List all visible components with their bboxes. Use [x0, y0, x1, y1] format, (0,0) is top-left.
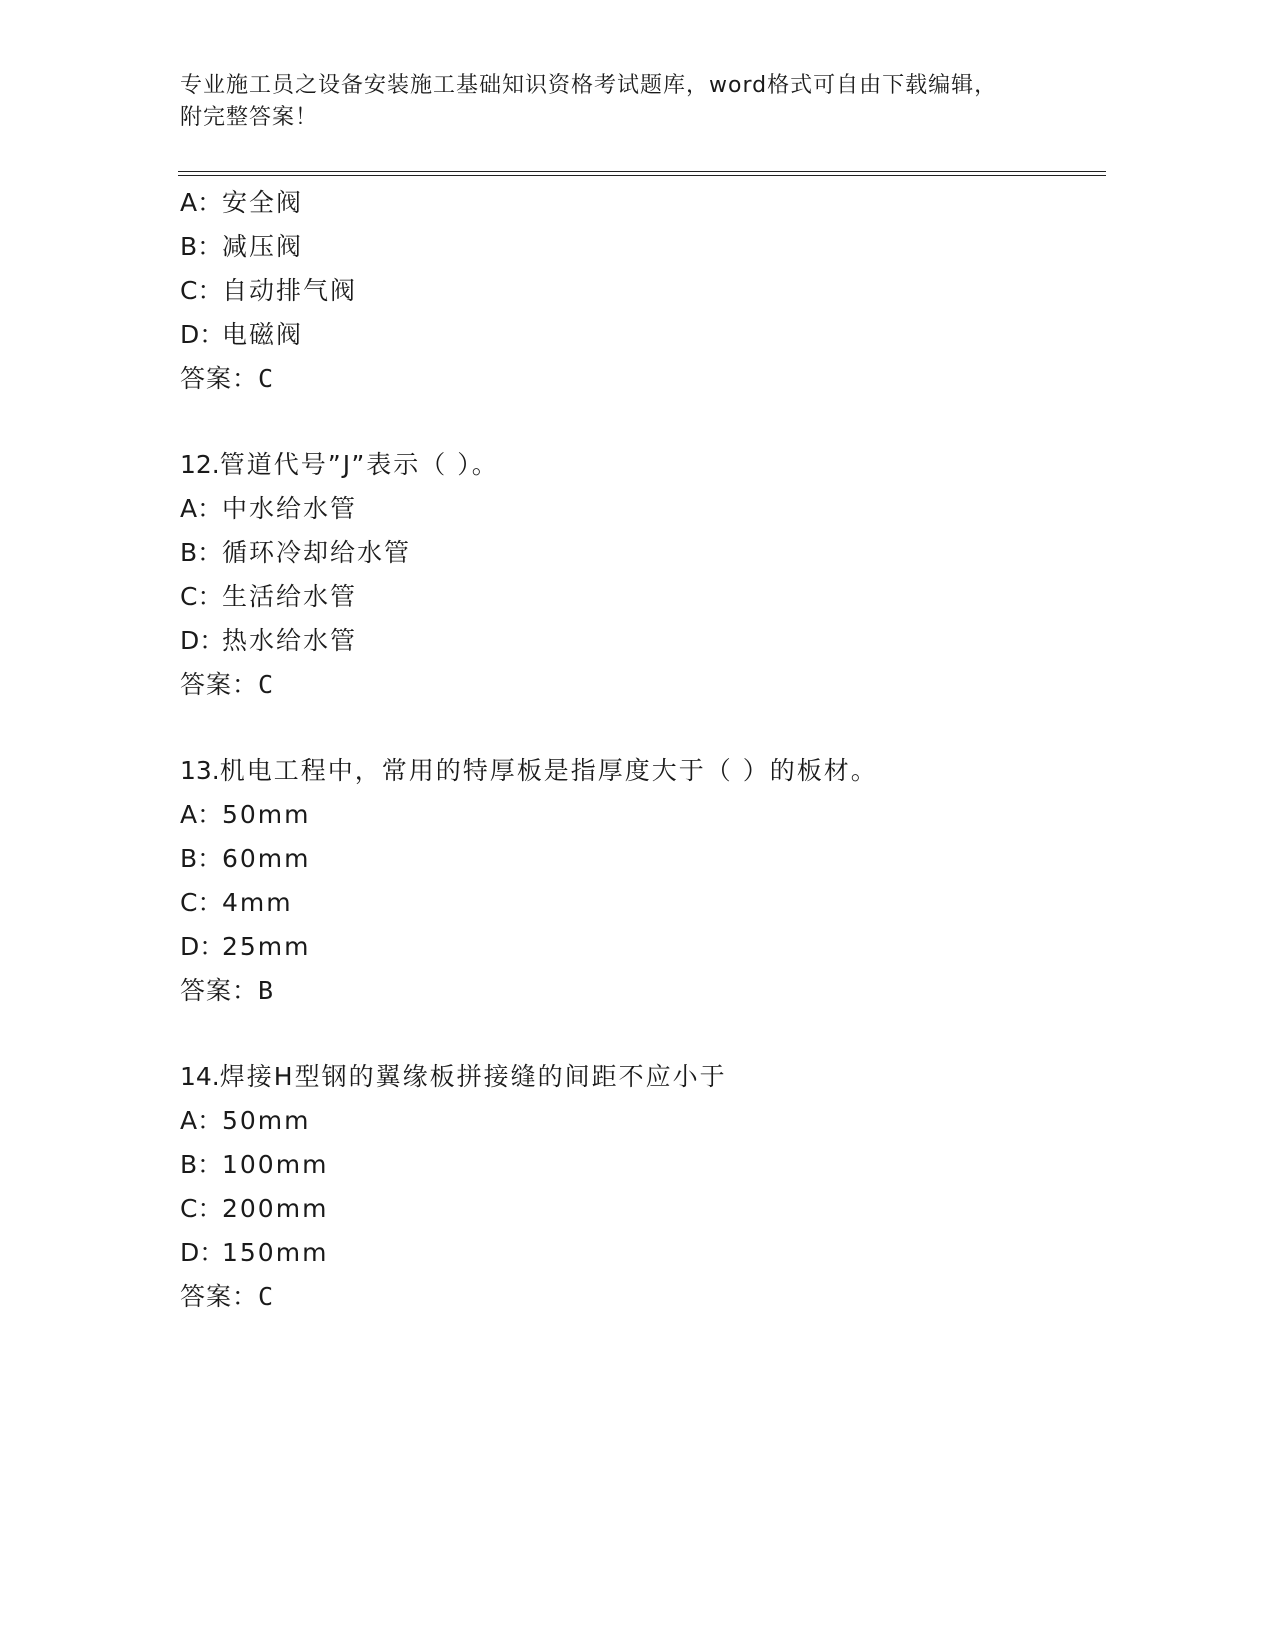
option-d [180, 925, 1100, 969]
option-letter: D： [180, 932, 225, 961]
option-text: 中水给水管 [222, 494, 358, 523]
option-a [180, 793, 1100, 837]
option-c [180, 1187, 1100, 1231]
answer-label: 答案： [180, 976, 259, 1005]
question-number: 14. [180, 1062, 220, 1091]
question-text: 管道代号”J”表示（ ）。 [219, 450, 499, 479]
option-c [180, 269, 1100, 313]
option-b [180, 531, 1100, 575]
option-d [180, 313, 1100, 357]
option-a [180, 1099, 1100, 1143]
option-text: 减压阀 [222, 232, 304, 261]
question-spacer [180, 707, 1100, 749]
option-text: 生活给水管 [222, 582, 358, 611]
question-13 [180, 749, 1100, 1013]
option-text: 热水给水管 [222, 626, 358, 655]
answer-line [180, 1275, 1100, 1319]
question-number: 13. [180, 756, 220, 785]
option-d [180, 619, 1100, 663]
option-text: 100mm [222, 1150, 329, 1179]
question-12 [180, 443, 1100, 707]
option-letter: A： [180, 800, 223, 829]
header-title-line-1: 专业施工员之设备安装施工基础知识资格考试题库，word格式可自由下载编辑， [180, 73, 998, 98]
option-a [180, 487, 1100, 531]
option-text: 25mm [222, 932, 311, 961]
option-text: 60mm [222, 844, 311, 873]
option-a [180, 181, 1100, 225]
answer-value: C [258, 670, 275, 699]
option-letter: D： [180, 626, 225, 655]
option-letter: B： [180, 538, 223, 567]
answer-line [180, 969, 1100, 1013]
answer-value: C [258, 1282, 275, 1311]
option-text: 50mm [222, 800, 311, 829]
document-header [180, 70, 1060, 134]
option-letter: C： [180, 888, 223, 917]
question-11 [180, 181, 1100, 401]
answer-value: B [258, 976, 275, 1005]
option-letter: A： [180, 188, 223, 217]
question-list [180, 181, 1100, 1319]
question-spacer [180, 401, 1100, 443]
option-letter: D： [180, 320, 225, 349]
question-stem [180, 443, 1100, 487]
option-letter: C： [180, 582, 223, 611]
option-text: 4mm [222, 888, 293, 917]
option-letter: B： [180, 232, 223, 261]
question-14 [180, 1055, 1100, 1319]
option-text: 电磁阀 [222, 320, 304, 349]
question-stem [180, 749, 1100, 793]
answer-value: C [258, 364, 275, 393]
option-letter: A： [180, 1106, 223, 1135]
question-text: 机电工程中，常用的特厚板是指厚度大于（ ）的板材。 [219, 756, 878, 785]
option-letter: D： [180, 1238, 225, 1267]
header-divider-top [178, 171, 1106, 172]
answer-line [180, 357, 1100, 401]
option-b [180, 1143, 1100, 1187]
option-b [180, 225, 1100, 269]
option-letter: B： [180, 844, 223, 873]
option-b [180, 837, 1100, 881]
option-text: 自动排气阀 [222, 276, 358, 305]
header-title-line-2: 附完整答案！ [180, 105, 319, 130]
option-text: 循环冷却给水管 [222, 538, 412, 567]
option-text: 150mm [222, 1238, 329, 1267]
option-c [180, 881, 1100, 925]
option-text: 50mm [222, 1106, 311, 1135]
option-letter: C： [180, 1194, 223, 1223]
option-c [180, 575, 1100, 619]
question-spacer [180, 1013, 1100, 1055]
header-divider-bottom [178, 175, 1106, 176]
option-text: 安全阀 [222, 188, 304, 217]
option-letter: A： [180, 494, 223, 523]
question-text: 焊接H型钢的翼缘板拼接缝的间距不应小于 [219, 1062, 727, 1091]
option-d [180, 1231, 1100, 1275]
question-number: 12. [180, 450, 220, 479]
option-text: 200mm [222, 1194, 329, 1223]
question-stem [180, 1055, 1100, 1099]
answer-label: 答案： [180, 1282, 259, 1311]
option-letter: C： [180, 276, 223, 305]
option-letter: B： [180, 1150, 223, 1179]
answer-label: 答案： [180, 364, 259, 393]
answer-label: 答案： [180, 670, 259, 699]
answer-line [180, 663, 1100, 707]
